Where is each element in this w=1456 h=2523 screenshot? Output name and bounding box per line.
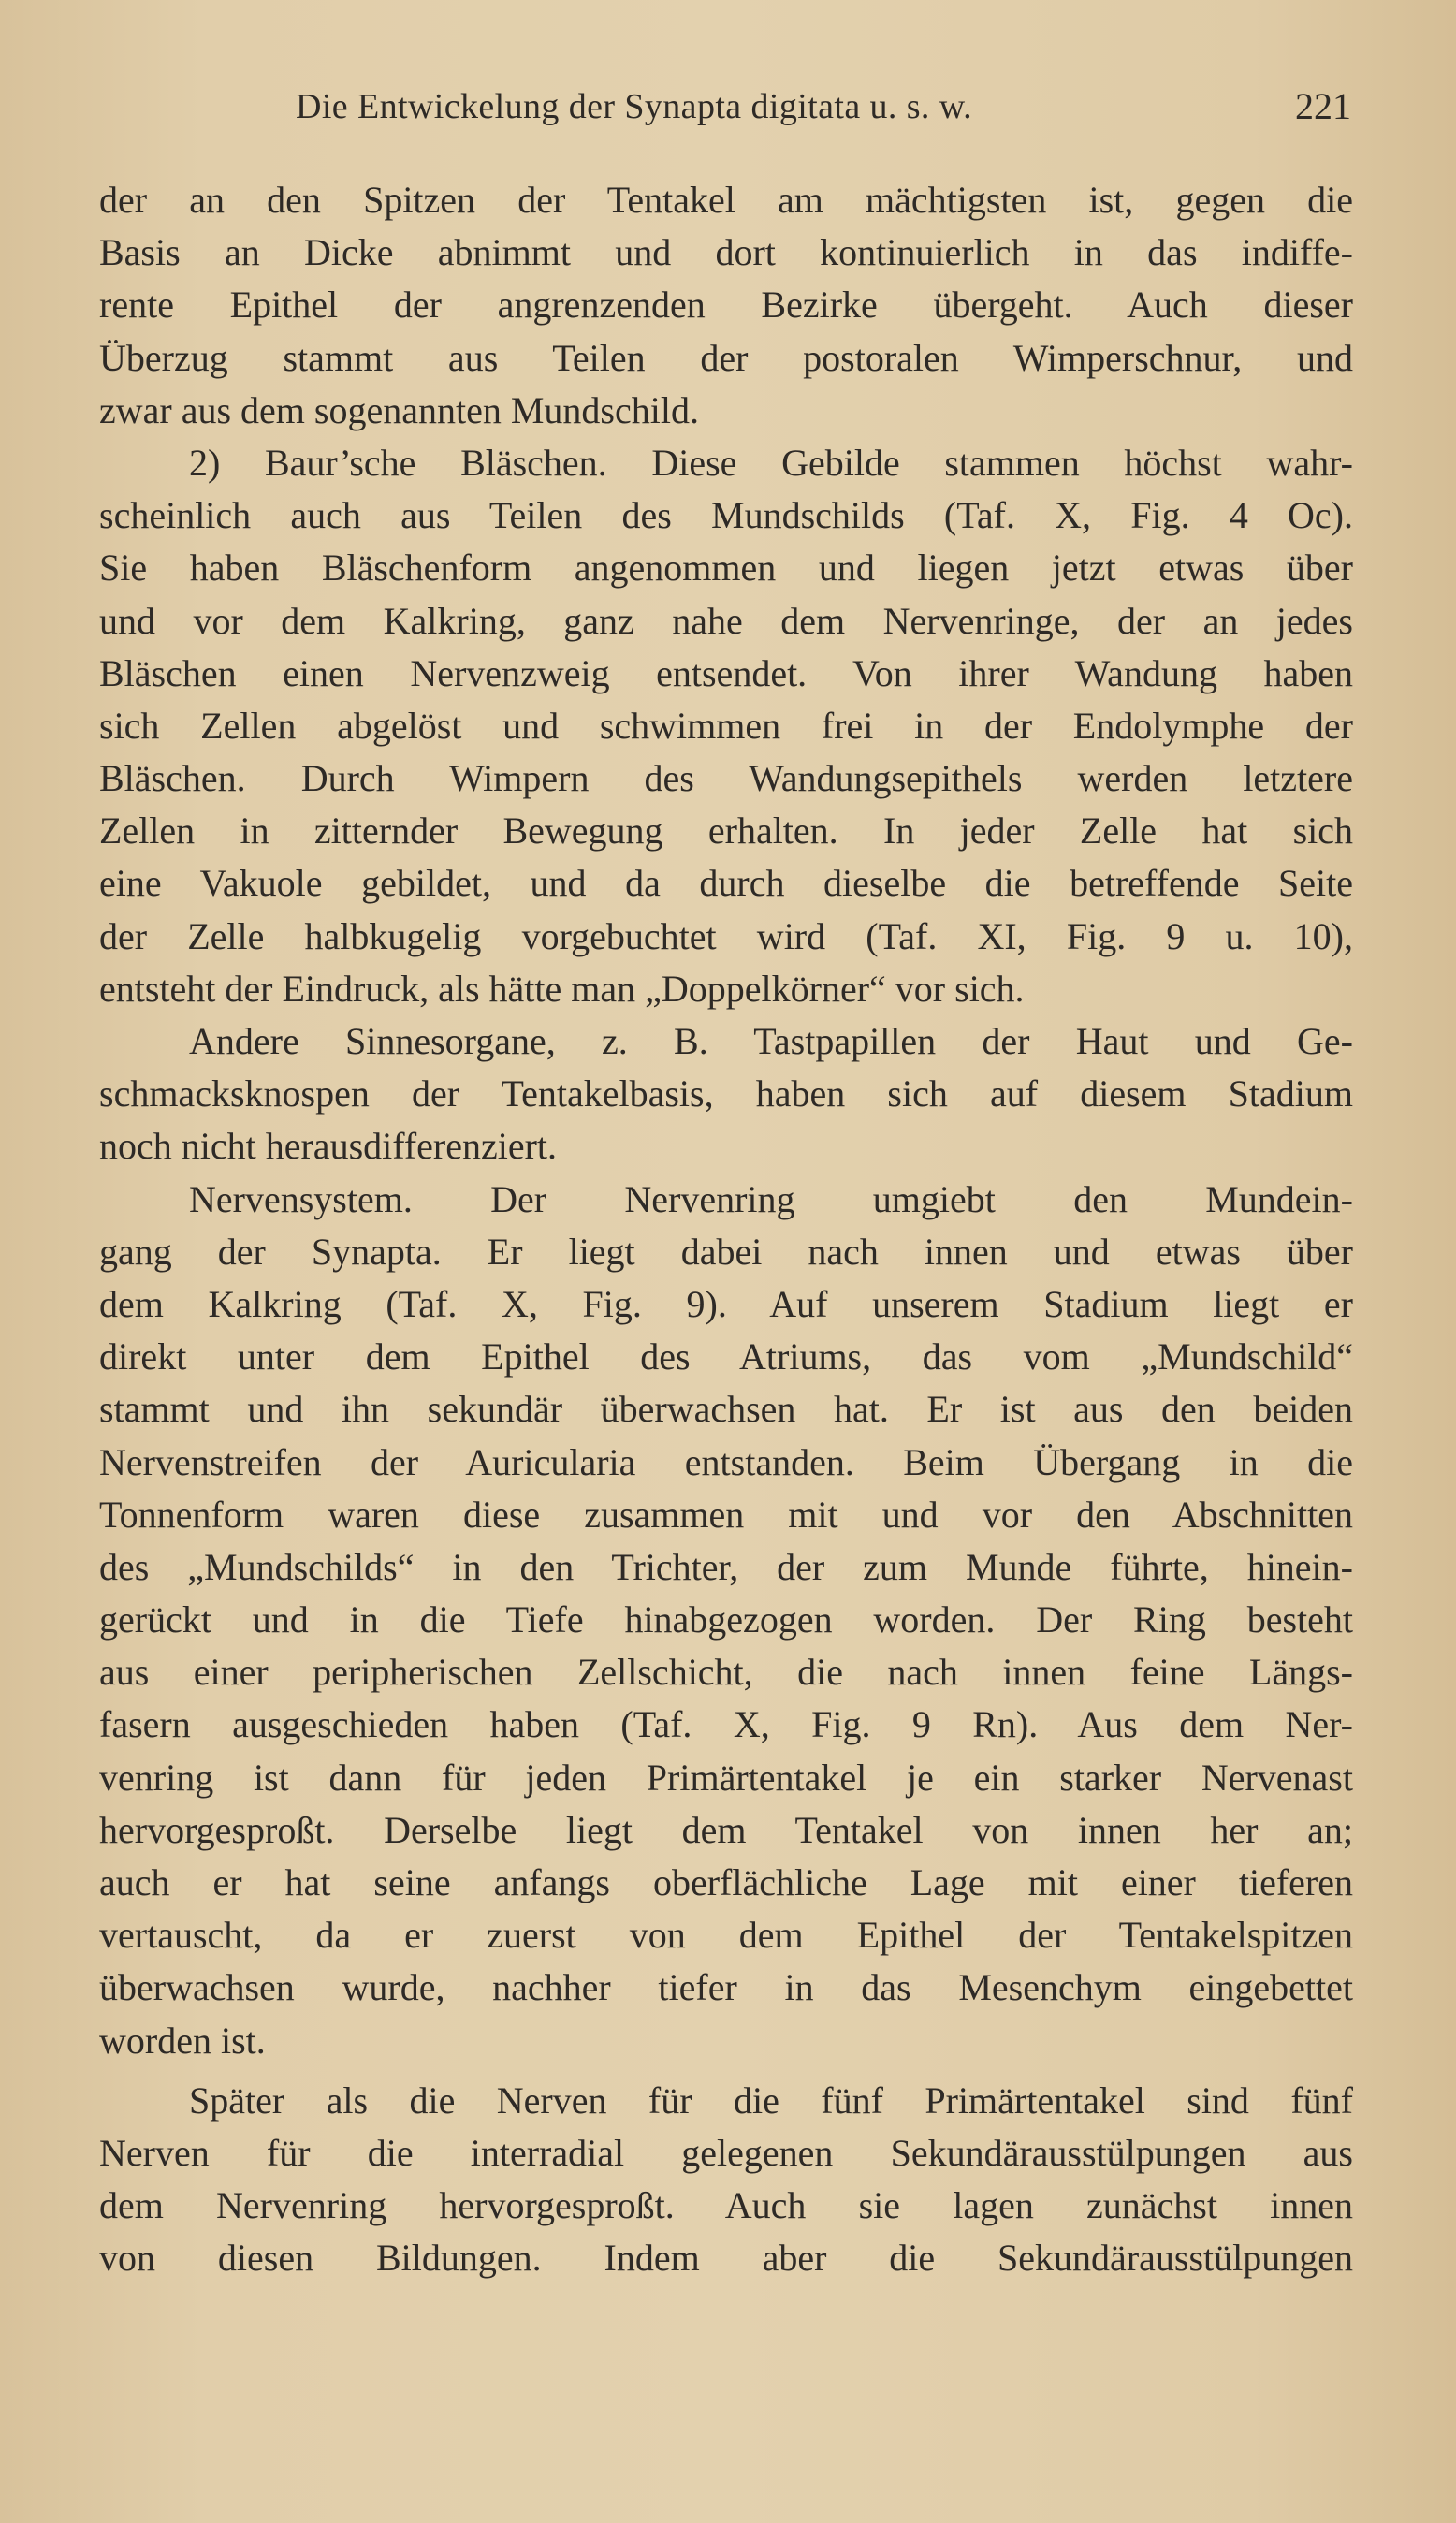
text-line: Bläschen einen Nervenzweig entsendet. Von ihrer Wandung haben [99,651,1353,694]
text-line: venring ist dann für jeden Primärtentakel je ein starker Nervenast [99,1756,1353,1799]
text-line: vertauscht, da er zuerst von dem Epithel der Tentakelspitzen [99,1914,1353,1957]
paragraph-other-sense-organs [99,1015,1353,1174]
text-line: fasern ausgeschieden haben (Taf. X, Fig. 9 Rn). Aus dem Ner- [99,1703,1353,1746]
text-line: der an den Spitzen der Tentakel am mächtigsten ist, gegen die [99,179,1353,221]
paragraph-tentacle-epithelium [99,174,1353,437]
text-line: auch er hat seine anfangs oberflächliche Lage mit einer tieferen [99,1861,1353,1903]
text-line: gang der Synapta. Er liegt dabei nach innen und etwas über [99,1230,1353,1273]
paragraph-baur-vesicles [99,437,1353,1015]
running-title: Die Entwickelung der Synapta digitata u. s. w. [296,87,972,126]
text-line: gerückt und in die Tiefe hinabgezogen worden. Der Ring besteht [99,1598,1353,1641]
text-line: Andere Sinnesorgane, z. B. Tastpapillen der Haut und Ge- [189,1020,1353,1062]
text-line: Zellen in zitternder Bewegung erhalten. In jeder Zelle hat sich [99,809,1353,853]
text-line: eine Vakuole gebildet, und da durch dieselbe die betreffende Seite [99,862,1353,905]
text-line: Überzug stammt aus Teilen der postoralen Wimperschnur, und [99,336,1353,379]
text-line: Später als die Nerven für die fünf Primärtentakel sind fünf [189,2078,1353,2122]
text-line: aus einer peripherischen Zellschicht, die nach innen feine Längs- [99,1651,1353,1694]
text-line: worden ist. [99,2019,266,2062]
text-line: Nerven für die interradial gelegenen Sekundärausstülpungen aus [99,2131,1353,2174]
text-line: Tonnenform waren diese zusammen mit und vor den Abschnitten [99,1493,1353,1536]
text-line: stammt und ihn sekundär überwachsen hat. Er ist aus den beiden [99,1388,1353,1431]
text-line: rente Epithel der angrenzenden Bezirke übergeht. Auch dieser [99,284,1353,327]
paragraph-nervous-system [99,1174,1353,2067]
text-line: zwar aus dem sogenannten Mundschild. [99,388,699,431]
text-line: überwachsen wurde, nachher tiefer in das Mesenchym eingebettet [99,1966,1353,2009]
text-line: sich Zellen abgelöst und schwimmen frei in der Endolymphe der [99,704,1353,747]
text-line: Bläschen. Durch Wimpern des Wandungsepithels werden letztere [99,757,1353,800]
text-line: scheinlich auch aus Teilen des Mundschilds (Taf. X, Fig. 4 Oc). [99,494,1353,537]
text-line: dem Nervenring hervorgesproßt. Auch sie lagen zunächst innen [99,2184,1353,2227]
text-line: 2) Baur’sche Bläschen. Diese Gebilde stammen höchst wahr- [189,441,1353,484]
text-line: hervorgesproßt. Derselbe liegt dem Tentakel von innen her an; [99,1808,1353,1851]
text-line: direkt unter dem Epithel des Atriums, das vom „Mundschild“ [99,1335,1353,1378]
text-line: der Zelle halbkugelig vorgebuchtet wird (Taf. XI, Fig. 9 u. 10), [99,914,1353,957]
text-line: Nervenstreifen der Auricularia entstanden. Beim Übergang in die [99,1440,1353,1483]
text-line: Basis an Dicke abnimmt und dort kontinuierlich in das indiffe- [99,231,1353,274]
text-line: Sie haben Bläschenform angenommen und liegen jetzt etwas über [99,547,1353,590]
text-line: des „Mundschilds“ in den Trichter, der zum Munde führte, hinein- [99,1545,1353,1588]
text-line: noch nicht herausdifferenziert. [99,1125,558,1168]
text-line: und vor dem Kalkring, ganz nahe dem Nervenringe, der an jedes [99,599,1353,642]
paragraph-secondary-nerves [99,2075,1353,2285]
paragraph-gap [99,2067,1353,2075]
page-number: 221 [1295,85,1351,127]
body-text [99,174,1353,2285]
text-line: von diesen Bildungen. Indem aber die Sekundärausstülpungen [99,2237,1353,2280]
text-line: entsteht der Eindruck, als hätte man „Doppelkörner“ vor sich. [99,967,1025,1010]
text-line: Nervensystem. Der Nervenring umgiebt den Mundein- [189,1177,1353,1220]
text-line: schmacksknospen der Tentakelbasis, haben sich auf diesem Stadium [99,1072,1353,1116]
running-header [99,86,1353,142]
text-line: dem Kalkring (Taf. X, Fig. 9). Auf unserem Stadium liegt er [99,1282,1353,1325]
